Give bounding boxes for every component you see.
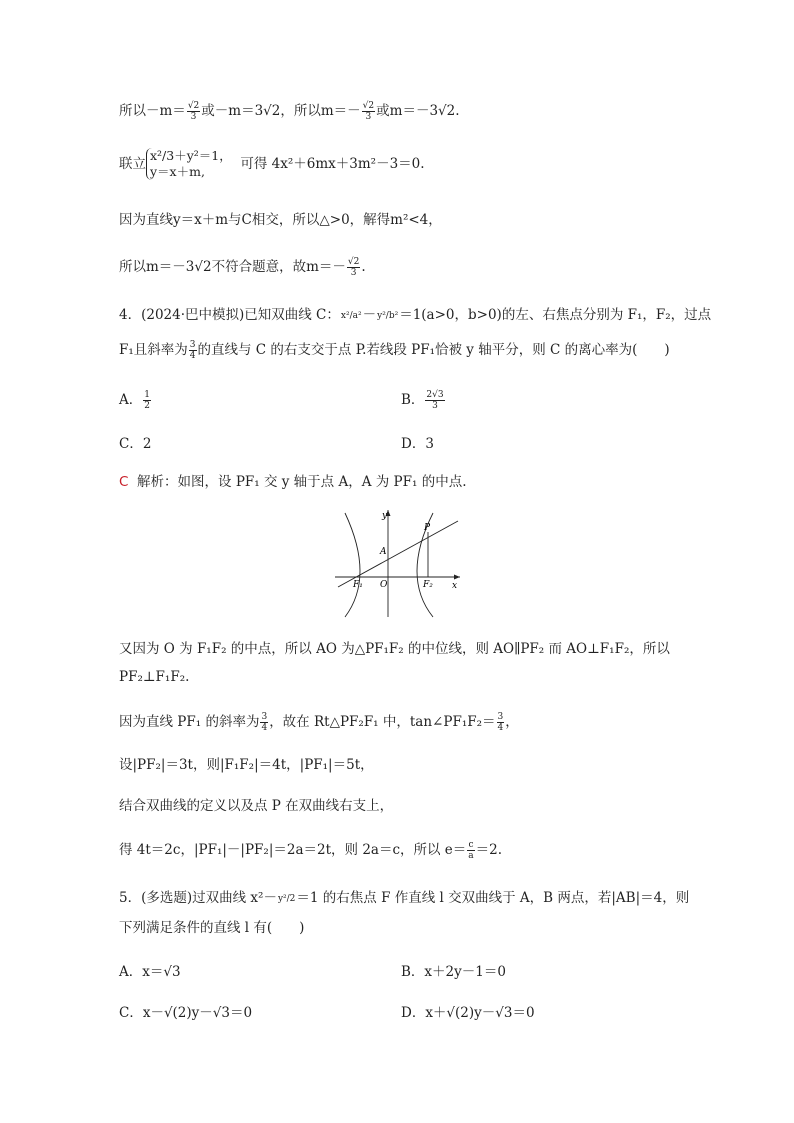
text: ， [505,714,519,730]
numerator: 3 [189,340,196,350]
analysis-text: 解析：如图，设 PF₁ 交 y 轴于点 A，A 为 PF₁ 的中点. [137,474,467,490]
label-x: x [452,581,458,591]
q4-solution-1: 又因为 O 为 F₁F₂ 的中点，所以 AO 为△PF₁F₂ 的中位线，则 AO∥PF₂ 而 AO⊥F₁F₂，所以 [119,641,670,657]
q5-option-b[interactable]: B．x＋2y－1＝0 [401,964,506,980]
equation-system [146,148,232,180]
solution-line-1 [119,101,460,122]
x-axis-arrow [454,575,460,580]
text: 所以m＝－3√2不符合题意，故m＝－ [119,259,346,275]
denominator: 4 [261,723,268,733]
text: ＝1 的右焦点 F 作直线 l 交双曲线于 A，B 两点，若|AB|＝4，则 [296,890,690,906]
q5-option-a[interactable]: A．x＝√3 [119,964,181,980]
text: 的直线与 C 的右支交于点 P.若线段 PF₁恰被 y 轴平分，则 C 的离心率为( ) [197,342,670,358]
label-y: y [382,511,388,521]
text: 5．(多选题)过双曲线 x²－ [119,890,277,906]
fraction [260,712,268,733]
text: 联立 [119,156,146,172]
numerator: √2 [362,101,375,111]
answer-letter: C [119,474,129,490]
solution-line-2 [119,148,425,180]
q5-stem-line-2: 下列满足条件的直线 l 有( ) [119,920,305,936]
label-p: P [424,523,431,533]
denominator: 3 [350,268,357,278]
q4-analysis [119,473,467,491]
text: F₁且斜率为 [119,342,188,358]
q4-stem-line-2 [119,340,670,361]
text: 或－m＝3√2，所以m＝－ [201,103,361,119]
numerator: 2√3 [426,390,444,400]
text: . [361,259,366,275]
label-o: O [380,580,388,590]
text: 可得 4x²＋6mx＋3m²－3＝0. [240,156,425,172]
label-a: A [380,547,387,557]
denominator: 2 [144,401,150,411]
q4-option-d[interactable]: D．3 [401,436,434,452]
label-f2: F₂ [423,580,433,590]
q5-option-c[interactable]: C．x－√(2)y－√3＝0 [119,1005,253,1021]
denominator: 4 [189,351,196,361]
text: 得 4t＝2c，|PF₁|－|PF₂|＝2a＝2t，则 2a＝c，所以 e＝ [119,842,467,858]
fraction [425,390,444,411]
q4-solution-2: PF₂⊥F₁F₂. [119,669,190,685]
option-label: A． [119,392,143,408]
q4-solution-4: 设|PF₂|＝3t，则|F₁F₂|＝4t，|PF₁|＝5t， [119,757,374,773]
text: ，故在 Rt△PF₂F₁ 中，tan∠PF₁F₂＝ [269,714,496,730]
equation-1: x²/3＋y²＝1， [150,148,232,163]
fraction: y²/b² [377,310,399,321]
text: 所以－m＝ [119,103,186,119]
q5-stem-line-1 [119,889,689,907]
text: 或m＝－3√2. [376,103,460,119]
numerator: c [468,840,474,850]
text: 因为直线 PF₁ 的斜率为 [119,714,260,730]
q4-option-c[interactable]: C．2 [119,436,152,452]
option-label: B． [401,392,425,408]
solution-line-3: 因为直线y＝x＋m与C相交，所以△>0，解得m²<4， [119,212,442,228]
fraction [143,390,151,411]
equation-2: y＝x＋m, [150,164,205,179]
q4-stem-line-1 [119,306,711,324]
text: － [362,307,377,323]
numerator: 1 [144,390,150,400]
q4-solution-3 [119,712,519,733]
label-f1: F₁ [353,580,363,590]
solution-line-4 [119,257,366,278]
q4-option-a[interactable] [119,388,152,411]
fraction [497,712,505,733]
text: ＝2. [475,842,503,858]
q4-solution-6 [119,840,502,861]
fraction [467,840,474,861]
fraction [187,101,200,122]
left-branch [345,513,360,617]
fraction [189,340,197,361]
denominator: 3 [365,112,372,122]
fraction [347,257,360,278]
numerator: √2 [347,257,360,267]
q5-option-d[interactable]: D．x＋√(2)y－√3＝0 [401,1005,535,1021]
q4-solution-5: 结合双曲线的定义以及点 P 在双曲线右支上， [119,798,394,814]
text: ＝1(a>0，b>0)的左、右焦点分别为 F₁，F₂，过点 [399,307,712,323]
denominator: 3 [432,401,438,411]
numerator: 3 [497,712,504,722]
fraction [362,101,375,122]
numerator: √2 [187,101,200,111]
denominator: 4 [497,723,504,733]
fraction: x²/a² [340,310,362,321]
denominator: a [468,851,474,861]
numerator: 3 [261,712,268,722]
q4-option-b[interactable] [401,388,446,411]
denominator: 3 [190,112,197,122]
hyperbola-figure [330,505,465,620]
text: 4．(2024·巴中模拟)已知双曲线 C： [119,307,340,323]
fraction: y²/2 [277,893,296,904]
